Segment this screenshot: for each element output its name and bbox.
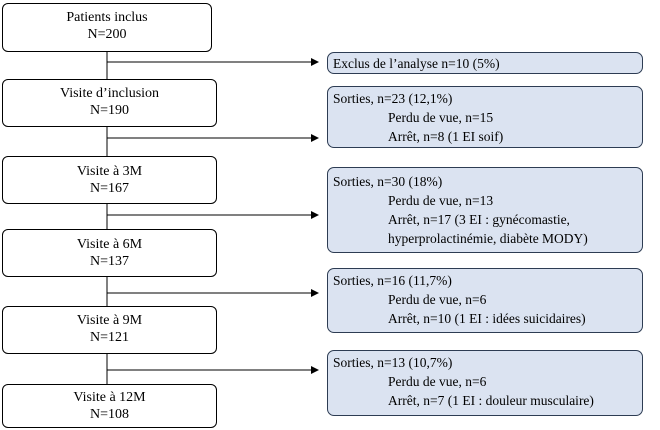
stage-count: N=137: [89, 254, 129, 269]
stage-patients-inclus: [2, 3, 212, 52]
exclusion-box-6m: [327, 268, 643, 333]
stage-count: N=200: [87, 27, 127, 42]
exclusion-box-analysis: [327, 52, 643, 74]
exclusion-stopped-detail: hyperprolactinémie, diabète MODY): [388, 231, 588, 246]
exclusion-summary: Sorties, n=23 (12,1%): [333, 91, 453, 106]
stage-visite-inclusion: [2, 79, 217, 127]
exclusion-summary: Sorties, n=30 (18%): [333, 174, 443, 189]
exclusion-stopped: Arrêt, n=8 (1 EI soif): [388, 129, 504, 144]
exclusion-text: Exclus de l’analyse n=10 (5%): [333, 56, 500, 71]
stage-count: N=108: [89, 407, 129, 422]
exclusion-stopped: Arrêt, n=10 (1 EI : idées suicidaires): [388, 311, 586, 326]
stage-title: Patients inclus: [66, 10, 148, 25]
stage-visite-3m: [2, 156, 217, 204]
exclusion-box-9m: [327, 350, 643, 416]
exclusion-stopped: Arrêt, n=17 (3 EI : gynécomastie,: [388, 212, 570, 227]
stage-title: Visite à 6M: [76, 237, 143, 252]
exclusion-summary: Sorties, n=13 (10,7%): [333, 355, 453, 370]
exclusion-lost-followup: Perdu de vue, n=6: [388, 374, 487, 389]
stage-visite-9m: [2, 306, 217, 354]
exclusion-box-inclusion: [327, 86, 643, 148]
exclusion-summary: Sorties, n=16 (11,7%): [333, 273, 452, 288]
exclusion-stopped: Arrêt, n=7 (1 EI : douleur musculaire): [388, 393, 594, 408]
exclusion-lost-followup: Perdu de vue, n=13: [388, 193, 494, 208]
stage-count: N=167: [89, 181, 129, 196]
stage-count: N=190: [89, 103, 129, 118]
exclusion-lost-followup: Perdu de vue, n=15: [388, 110, 494, 125]
stage-count: N=121: [89, 330, 129, 345]
stage-title: Visite à 12M: [73, 390, 146, 405]
exclusion-box-3m: [327, 167, 643, 253]
stage-visite-12m: [2, 384, 217, 428]
stage-visite-6m: [2, 229, 217, 277]
stage-title: Visite à 9M: [76, 313, 143, 328]
stage-title: Visite d’inclusion: [59, 86, 160, 101]
stage-title: Visite à 3M: [76, 164, 143, 179]
exclusion-lost-followup: Perdu de vue, n=6: [388, 292, 487, 307]
